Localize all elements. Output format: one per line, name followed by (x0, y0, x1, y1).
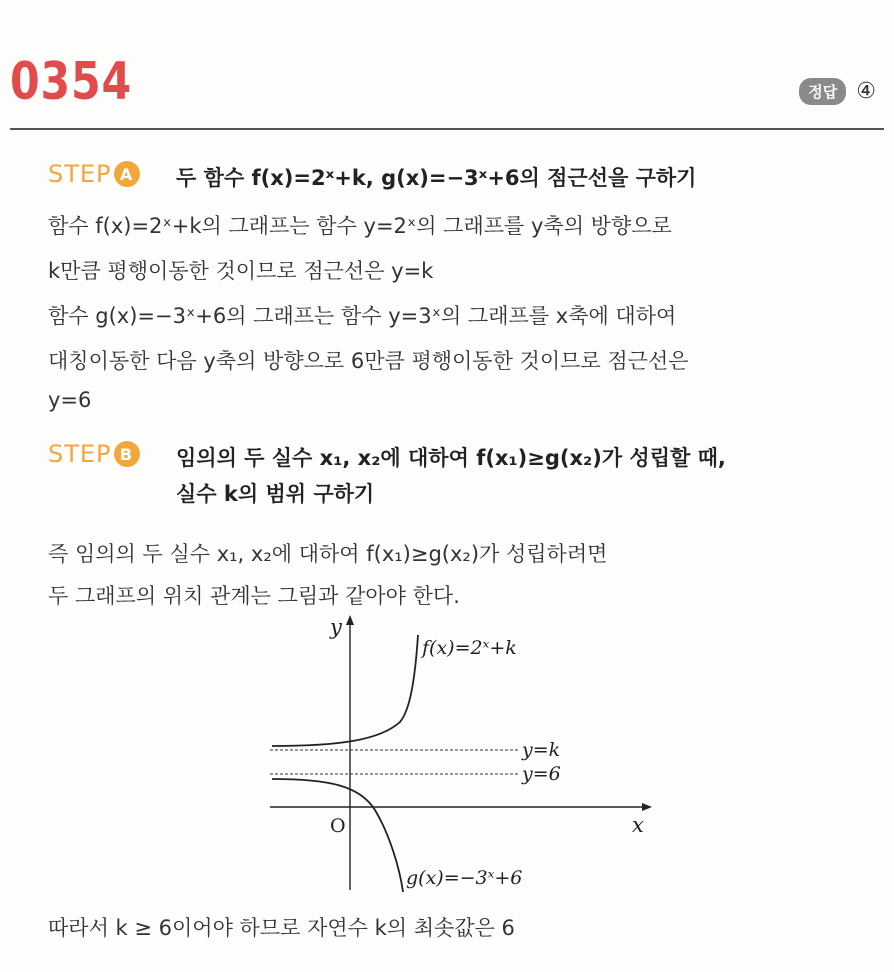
conclusion: 따라서 k ≥ 6이어야 하므로 자연수 k의 최솟값은 6 (48, 916, 515, 940)
answer-box (799, 78, 876, 105)
y-axis-label: y (330, 615, 342, 639)
x-axis-arrow (642, 803, 652, 811)
step-a-badge: A (114, 161, 140, 187)
g-curve-label: g(x)=−3ˣ+6 (406, 867, 523, 889)
origin-label: O (330, 815, 346, 837)
step-a-tag (48, 160, 176, 188)
step-a-tag-text: STEP (48, 160, 112, 188)
step-a-title: 두 함수 f(x)=2ˣ+k, g(x)=−3ˣ+6의 점근선을 구하기 (176, 166, 697, 190)
step-a-line-4: 대칭이동한 다음 y축의 방향으로 6만큼 평행이동한 것이므로 점근선은 (48, 349, 689, 373)
step-a-line-5: y=6 (48, 388, 92, 412)
step-b-line-1: 즉 임의의 두 실수 x₁, x₂에 대하여 f(x₁)≥g(x₂)가 성립하려면 (48, 542, 608, 566)
step-b-title-line-1: 임의의 두 실수 x₁, x₂에 대하여 f(x₁)≥g(x₂)가 성립할 때, (176, 446, 726, 470)
step-b-header (48, 440, 726, 512)
step-a-line-1: 함수 f(x)=2ˣ+k의 그래프는 함수 y=2ˣ의 그래프를 y축의 방향으로 (48, 214, 672, 238)
asymptote-k-label: y=k (522, 739, 561, 761)
header-divider (10, 128, 884, 130)
answer-label: 정답 (799, 78, 846, 105)
graph (260, 610, 680, 900)
step-b-tag (48, 440, 176, 468)
x-axis-label: x (632, 813, 644, 837)
step-b-line-2: 두 그래프의 위치 관계는 그림과 같아야 한다. (48, 584, 460, 608)
f-curve (272, 635, 418, 746)
step-a-line-2: k만큼 평행이동한 것이므로 점근선은 y=k (48, 259, 434, 283)
f-curve-label: f(x)=2ˣ+k (422, 637, 517, 659)
step-b-tag-text: STEP (48, 440, 112, 468)
step-b-title-line-2: 실수 k의 범위 구하기 (176, 482, 375, 506)
step-b-badge: B (114, 441, 140, 467)
answer-value: ④ (856, 79, 876, 104)
asymptote-6-label: y=6 (522, 763, 561, 785)
step-a-header (48, 160, 696, 196)
step-a-line-3: 함수 g(x)=−3ˣ+6의 그래프는 함수 y=3ˣ의 그래프를 x축에 대하여 (48, 304, 677, 328)
problem-number: 0354 (10, 52, 132, 112)
y-axis-arrow (346, 615, 354, 625)
